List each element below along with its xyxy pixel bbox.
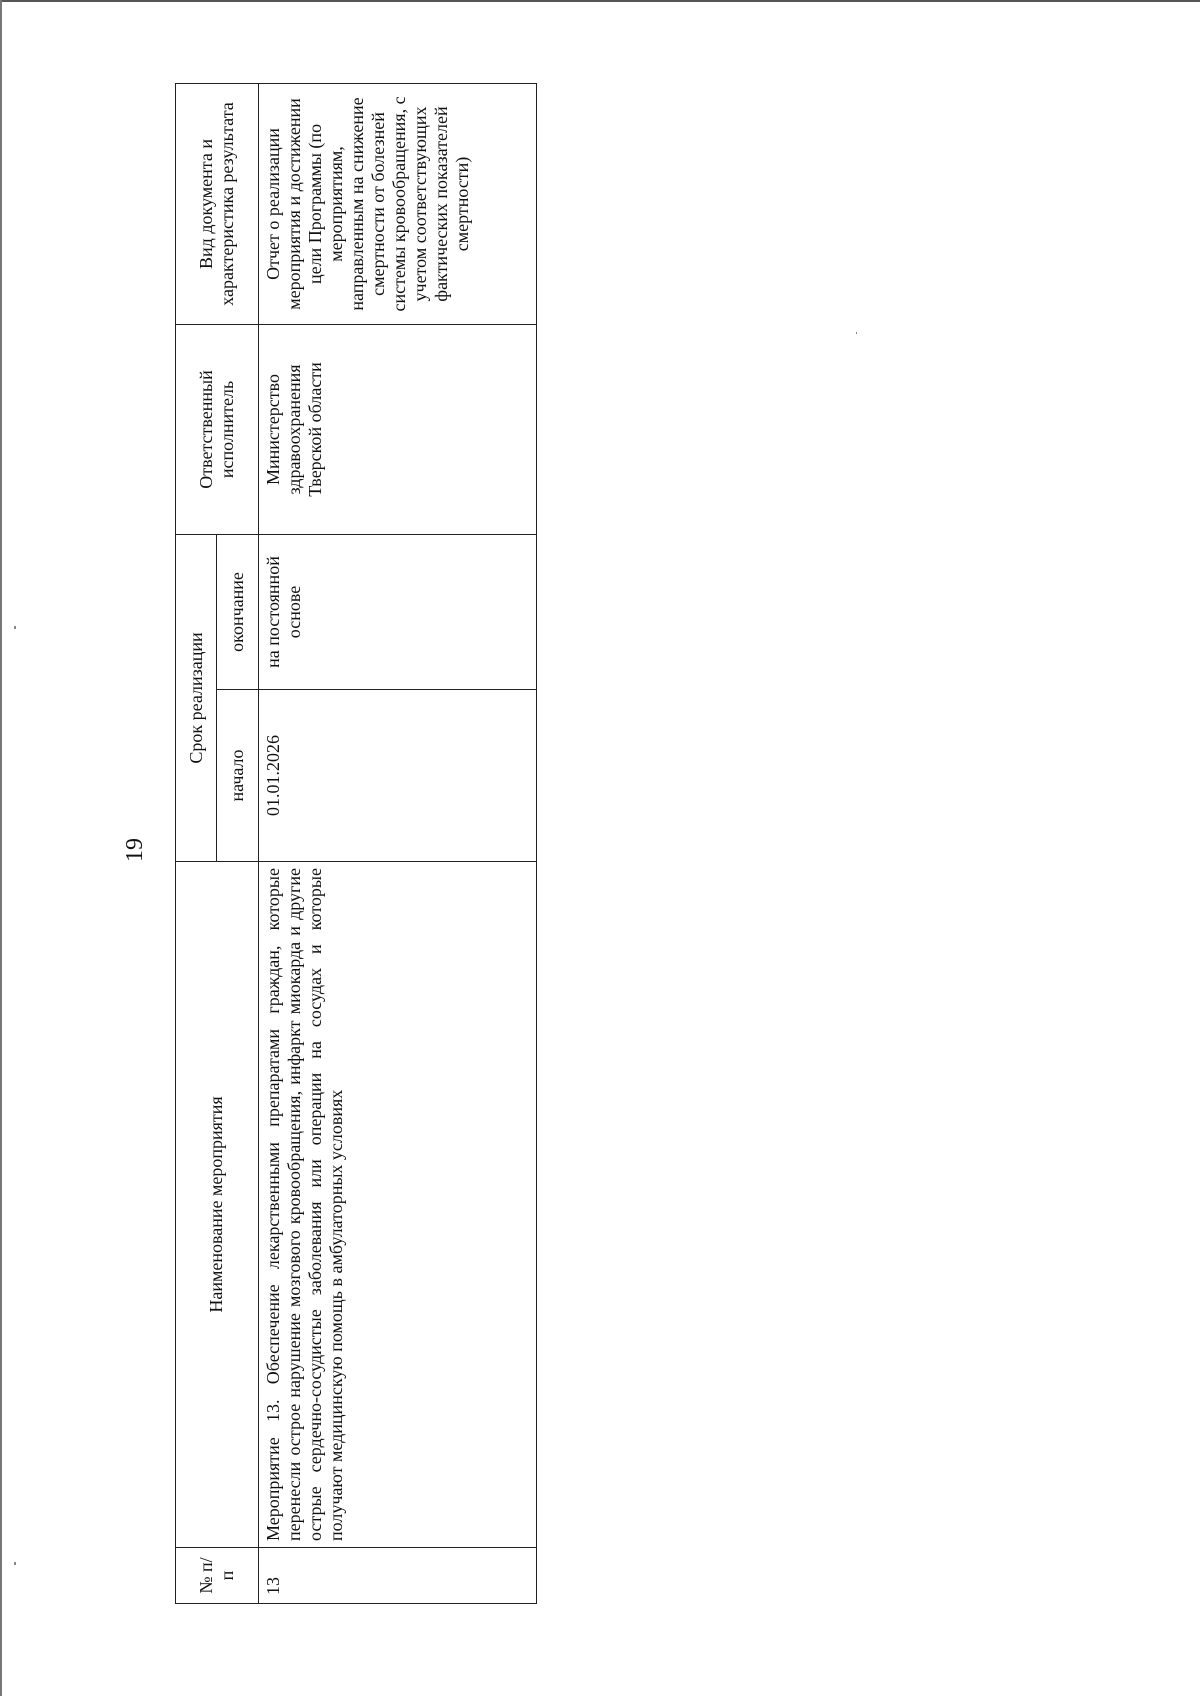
header-name: Наименование мероприятия bbox=[176, 862, 259, 1548]
rotated-table-wrapper bbox=[175, 84, 537, 1604]
header-row bbox=[176, 83, 217, 1603]
scan-speck bbox=[856, 332, 857, 334]
row-end: на постоянной основе bbox=[258, 534, 536, 689]
row-responsible: Министерство здравоохранения Тверской области bbox=[258, 324, 536, 534]
header-document: Вид документа и характеристика результата bbox=[176, 83, 259, 324]
header-period: Срок реализации bbox=[176, 534, 217, 861]
header-num: № п/п bbox=[176, 1548, 259, 1604]
table-container bbox=[175, 84, 537, 1604]
scan-edge-top bbox=[0, 0, 1200, 2]
scan-speck bbox=[14, 626, 16, 629]
header-responsible: Ответственный исполнитель bbox=[176, 324, 259, 534]
scan-edge-left bbox=[0, 0, 2, 1696]
row-num: 13 bbox=[258, 1548, 536, 1604]
header-period-end: окончание bbox=[217, 534, 258, 689]
row-document: Отчет о реализации мероприятия и достижении цели Программы (по мероприятиям, направленным на снижение смертности от болезней системы кровообращения, с учетом соответствующих фактических показателей смертности) bbox=[258, 83, 536, 324]
page-number: 19 bbox=[122, 838, 148, 862]
table-row bbox=[258, 83, 536, 1603]
row-start: 01.01.2026 bbox=[258, 690, 536, 862]
header-period-start: начало bbox=[217, 690, 258, 862]
activities-table bbox=[175, 83, 537, 1604]
scan-speck bbox=[14, 1562, 16, 1565]
row-name: Мероприятие 13. Обеспечение лекарственными препаратами граждан, которые перенесли острое нарушение мозгового кровообращения, инфаркт миокарда и другие острые сердечно-сосудистые заболевания или операции на сосудах и которые получают медицинскую помощь в амбулаторных условиях bbox=[258, 862, 536, 1548]
